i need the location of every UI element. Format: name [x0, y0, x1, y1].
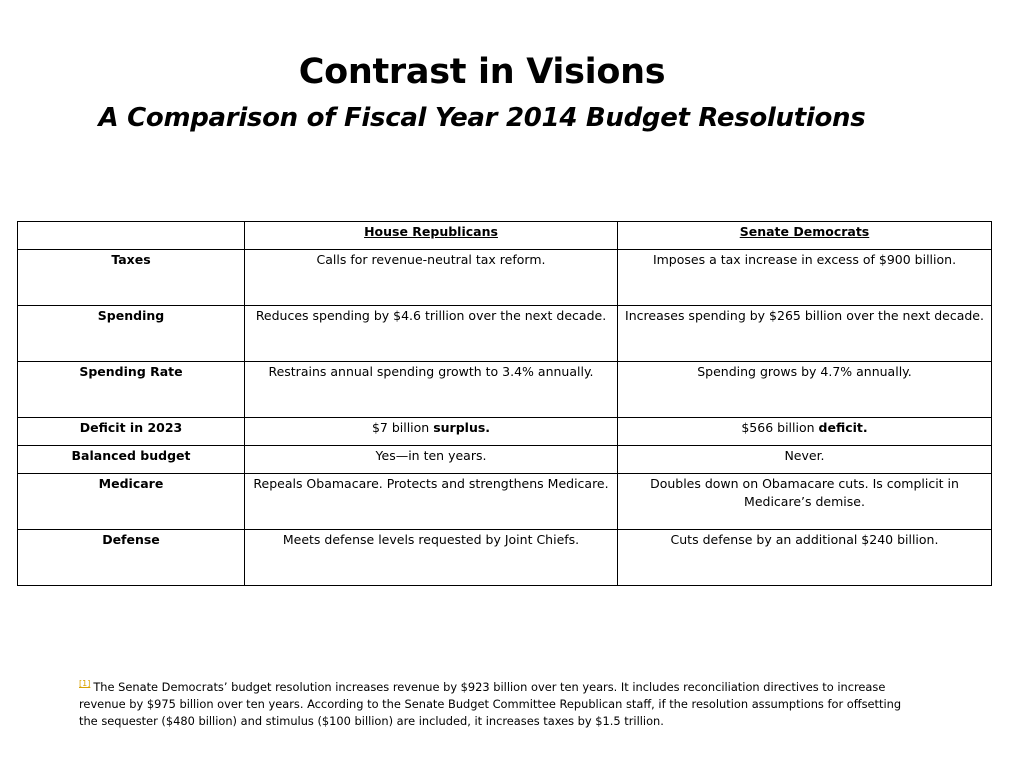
- footnote: [79, 679, 919, 730]
- table-row: [18, 446, 992, 474]
- footnote-text: The Senate Democrats’ budget resolution increases revenue by $923 billion over ten years. It includes reconciliation directives to increase revenue by $975 billion over ten years. According to the Senate Budget Committee Republican staff, if the resolution assumptions for offsetting the sequester ($480 billion) and stimulus ($100 billion) are included, it increases taxes by $1.5 trillion.: [79, 680, 902, 728]
- table-row: [18, 306, 992, 362]
- table-row: [18, 362, 992, 418]
- senate-cell-medicare: Doubles down on Obamacare cuts. Is complicit in Medicare’s demise.: [618, 474, 992, 530]
- page-title: Contrast in Visions: [298, 52, 666, 92]
- senate-cell-balanced-budget: Never.: [618, 446, 992, 474]
- house-deficit-outcome: surplus.: [433, 420, 491, 435]
- row-label-balanced-budget: Balanced budget: [18, 446, 245, 474]
- row-label-taxes: Taxes: [18, 250, 245, 306]
- house-cell-taxes: Calls for revenue-neutral tax reform.: [245, 250, 618, 306]
- senate-cell-spending: Increases spending by $265 billion over the next decade.: [618, 306, 992, 362]
- senate-cell-defense: Cuts defense by an additional $240 billion.: [618, 530, 992, 586]
- house-cell-spending: Reduces spending by $4.6 trillion over the next decade.: [245, 306, 618, 362]
- row-label-deficit: Deficit in 2023: [18, 418, 245, 446]
- house-cell-deficit: [245, 418, 618, 446]
- house-cell-balanced-budget: Yes—in ten years.: [245, 446, 618, 474]
- table-row: [18, 250, 992, 306]
- table-header-row: [18, 222, 992, 250]
- header-house-republicans: House Republicans: [245, 222, 618, 250]
- senate-cell-spending-rate: Spending grows by 4.7% annually.: [618, 362, 992, 418]
- senate-cell-deficit: [618, 418, 992, 446]
- row-label-medicare: Medicare: [18, 474, 245, 530]
- header-empty-cell: [18, 222, 245, 250]
- house-deficit-amount: $7 billion: [371, 420, 434, 435]
- table-row: [18, 418, 992, 446]
- senate-deficit-outcome: deficit.: [818, 420, 868, 435]
- budget-comparison-table: [17, 221, 992, 586]
- row-label-defense: Defense: [18, 530, 245, 586]
- header-senate-democrats: Senate Democrats: [618, 222, 992, 250]
- footnote-marker-link[interactable]: [1]: [79, 679, 91, 689]
- table-row: [18, 530, 992, 586]
- house-cell-defense: Meets defense levels requested by Joint Chiefs.: [245, 530, 618, 586]
- house-cell-spending-rate: Restrains annual spending growth to 3.4% annually.: [245, 362, 618, 418]
- senate-cell-taxes: Imposes a tax increase in excess of $900 billion.: [618, 250, 992, 306]
- row-label-spending: Spending: [18, 306, 245, 362]
- senate-deficit-amount: $566 billion: [741, 420, 819, 435]
- house-cell-medicare: Repeals Obamacare. Protects and strengthens Medicare.: [245, 474, 618, 530]
- page-subtitle: A Comparison of Fiscal Year 2014 Budget Resolutions: [98, 103, 866, 133]
- table-row: [18, 474, 992, 530]
- row-label-spending-rate: Spending Rate: [18, 362, 245, 418]
